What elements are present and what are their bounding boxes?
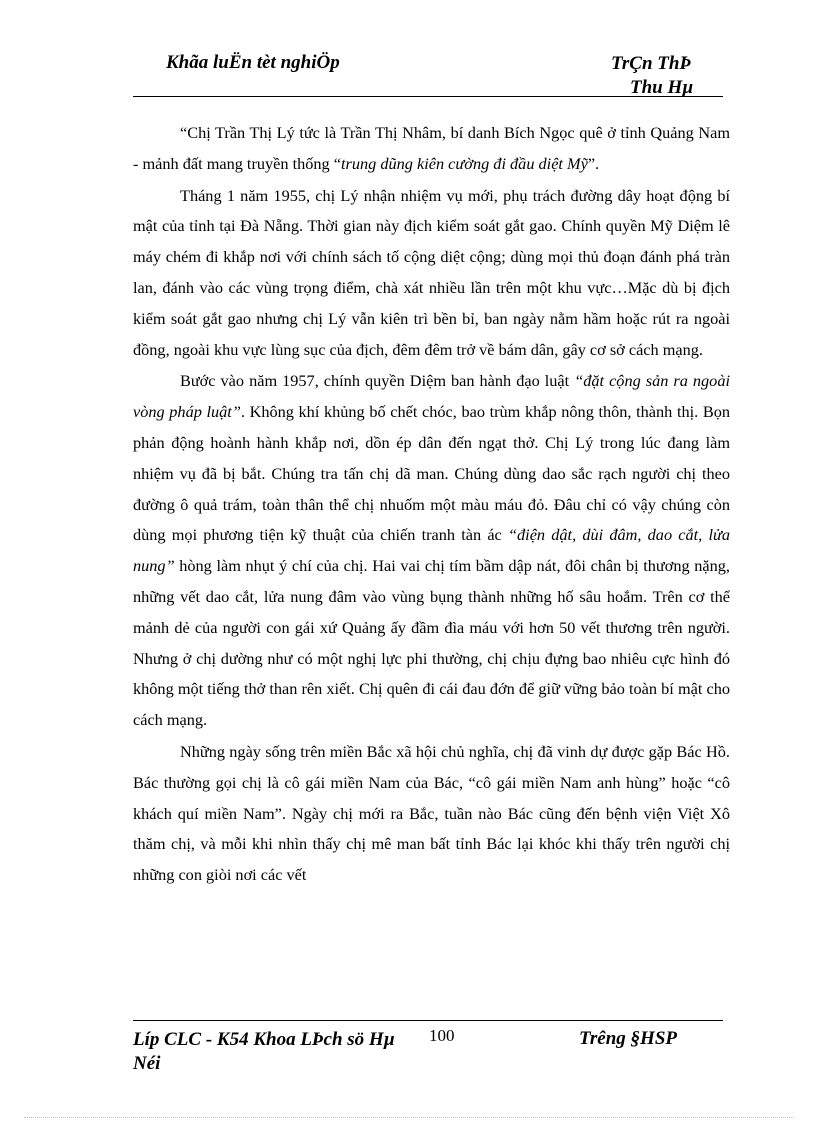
page-number: 100: [429, 1026, 455, 1045]
header-divider: [133, 96, 723, 97]
italic-quote: “điện dật, dùi đâm, dao cắt, lửa nung”: [133, 525, 730, 576]
header-author: [611, 52, 693, 100]
paragraph-3: Bước vào năm 1957, chính quyền Diệm ban hành đạo luật “đặt cộng sản ra ngoài vòng pháp luật”. Không khí khủng bố chết chóc, bao trùm khắp nông thôn, thành thị. Bọn phản động hoành hành khắp nơi, dồn ép dân đến ngạt thở. Chị Lý trong lúc đang làm nhiệm vụ đã bị bắt. Chúng tra tấn chị dã man. Chúng dùng dao sắc rạch người chị theo đường ô quả trám, toàn thân thể chị nhuốm một màu máu đỏ. Đâu chỉ có vậy chúng còn dùng mọi phương tiện kỹ thuật của chiến tranh tàn ác “điện dật, dùi đâm, dao cắt, lửa nung” hòng làm nhụt ý chí của chị. Hai vai chị tím bầm dập nát, đôi chân bị thương nặng, những vết dao cắt, lửa nung đâm vào vùng bụng thành những hố sâu hoắm. Trên cơ thể mảnh dẻ của người con gái xứ Quảng ấy đầm đìa máu với hơn 50 vết thương trên người. Nhưng ở chị dường như có một nghị lực phi thường, chị chịu đựng bao nhiêu cực hình đó không một tiếng thở than rên xiết. Chị quên đi cái đau đớn để giữ vững bảo toàn bí mật cho cách mạng.: [133, 371, 730, 730]
document-body: [133, 118, 730, 891]
page-bottom-dotted-line: [24, 1117, 794, 1118]
italic-quote: “đặt cộng sản ra ngoài vòng pháp luật”: [133, 371, 730, 422]
header-author-line1: TrÇn ThÞ: [611, 53, 692, 74]
paragraph-4: Những ngày sống trên miền Bắc xã hội chủ nghĩa, chị đã vinh dự được gặp Bác Hồ. Bác thường gọi chị là cô gái miền Nam của Bác, “cô gái miền Nam anh hùng” hoặc “cô khách quí miền Nam”. Ngày chị mới ra Bắc, tuần nào Bác cũng đến bệnh viện Việt Xô thăm chị, và mỗi khi nhìn thấy chị mê man bất tỉnh Bác lại khóc khi thấy trên người chị những con giòi nơi các vết: [133, 741, 730, 885]
paragraph-2: Tháng 1 năm 1955, chị Lý nhận nhiệm vụ mới, phụ trách đường dây hoạt động bí mật của tỉnh tại Đà Nẵng. Thời gian này địch kiểm soát gắt gao. Chính quyền Mỹ Diệm lê máy chém đi khắp nơi với chính sách tố cộng diệt cộng; dùng mọi thủ đoạn đánh phá tràn lan, đánh vào các vùng trọng điểm, chà xát nhiều lần trên một khu vực…Mặc dù bị địch kiểm soát gắt gao nhưng chị Lý vẫn kiên trì bền bỉ, ban ngày nằm hầm hoặc rút ra ngoài đồng, ngoài khu vực lùng sục của địch, đêm đêm trở về bám dân, gây cơ sở cách mạng.: [133, 185, 730, 359]
paragraph-1: “Chị Trần Thị Lý tức là Trần Thị Nhâm, bí danh Bích Ngọc quê ở tỉnh Quảng Nam - mảnh đất mang truyền thống “trung dũng kiên cường đi đầu diệt Mỹ”.: [133, 123, 730, 173]
header-author-line2: Thu Hµ: [630, 77, 694, 98]
footer-university: Trêng §HSP: [579, 1028, 677, 1049]
italic-quote: trung dũng kiên cường đi đầu diệt Mỹ: [340, 153, 588, 173]
header-thesis-title: Khãa luËn tèt nghiÖp: [166, 52, 340, 73]
page-header: [133, 48, 723, 100]
footer-divider: [133, 1020, 723, 1021]
footer-class-info: Líp CLC - K54 Khoa LÞch sö Hµ Néi: [133, 1029, 395, 1074]
